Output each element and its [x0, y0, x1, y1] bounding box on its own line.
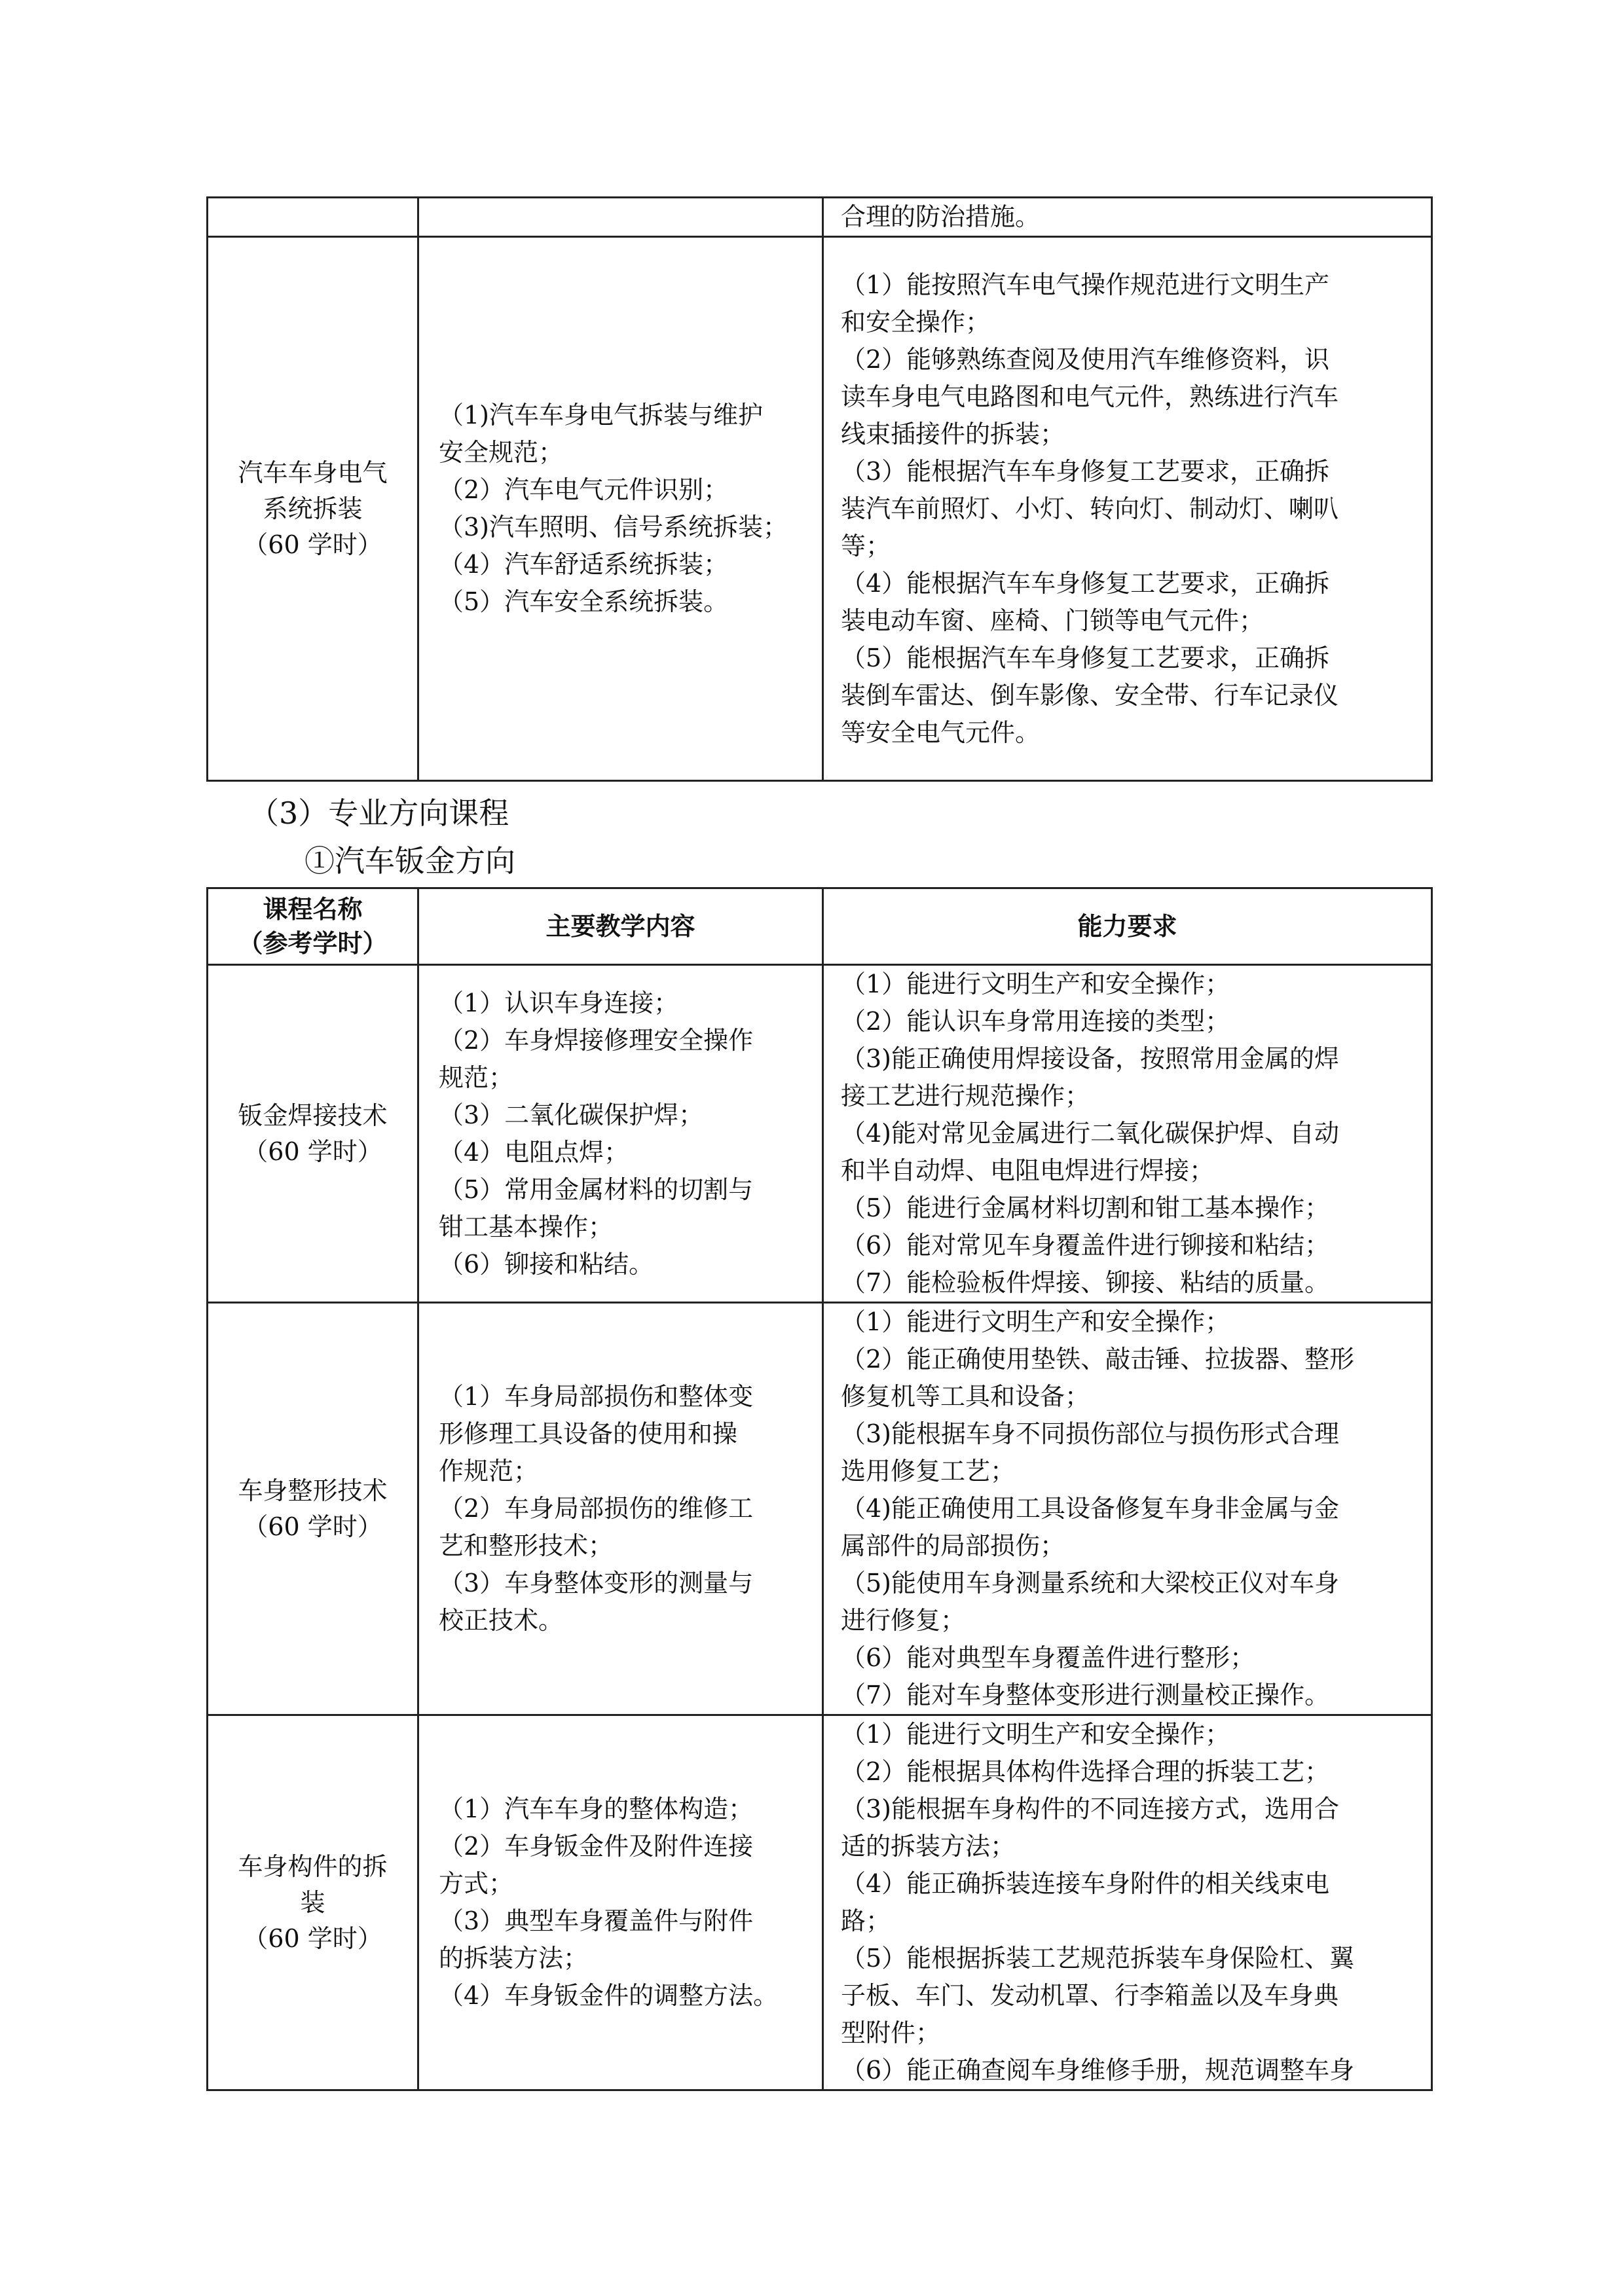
cell-text-line: （6）能对典型车身覆盖件进行整形；: [841, 1643, 1255, 1672]
cell-text-line: 修复机等工具和设备；: [841, 1382, 1090, 1411]
cell-text-line: （7）能对车身整体变形进行测量校正操作。: [841, 1681, 1330, 1709]
cell-text-line: （5）能根据拆装工艺规范拆装车身保险杠、翼: [841, 1944, 1355, 1973]
cell-text-line: （5）汽车安全系统拆装。: [439, 587, 729, 616]
cell-text-line: 接工艺进行规范操作；: [841, 1082, 1090, 1110]
cell-text-line: 车身整形技术: [238, 1476, 388, 1505]
course-ability-cell: [823, 237, 1432, 781]
table-row: [208, 965, 1432, 1303]
cell-text-line: （1）汽车车身的整体构造；: [439, 1795, 754, 1823]
cell-text-line: （6）能对常见车身覆盖件进行铆接和粘结；: [841, 1231, 1330, 1260]
course-ability-cell: [823, 1715, 1432, 2090]
course-content-cell: [418, 1303, 823, 1715]
course-name-cell: [208, 1303, 418, 1715]
cell-text-line: 装电动车窗、座椅、门锁等电气元件；: [841, 606, 1264, 635]
cell-text-line: （60 学时）: [243, 1923, 382, 1953]
cell-text-line: （3）能根据汽车车身修复工艺要求，正确拆: [841, 456, 1330, 486]
cell-text-line: （2）能认识车身常用连接的类型；: [841, 1007, 1230, 1036]
cell-text-line: （5）能根据汽车车身修复工艺要求，正确拆: [841, 643, 1330, 672]
cell-text-line: 线束插接件的拆装；: [841, 419, 1065, 448]
cell-text-line: （4）电阻点焊；: [439, 1137, 629, 1167]
cell-text-line: 适的拆装方法；: [841, 1832, 1016, 1861]
cell-text-line: （1）能进行文明生产和安全操作；: [841, 1720, 1230, 1749]
cell-text-line: 校正技术。: [439, 1606, 564, 1635]
cell-text-line: 等安全电气元件。: [841, 718, 1041, 747]
cell-text-line: （4）车身钣金件的调整方法。: [439, 1981, 779, 2010]
cell-text-line: （1）能按照汽车电气操作规范进行文明生产: [841, 270, 1330, 299]
cell-text-line: （60 学时）: [243, 1137, 382, 1166]
cell-text-line: （60 学时）: [243, 530, 382, 559]
table-row: [208, 1715, 1432, 2090]
header-course-name: [208, 888, 418, 965]
course-table-continued: [206, 196, 1433, 782]
cell-text-line: （1）认识车身连接；: [439, 988, 679, 1017]
table-row: [208, 198, 1432, 237]
cell-text-line: （2）车身局部损伤的维修工: [439, 1494, 754, 1523]
cell-text-line: 装倒车雷达、倒车影像、安全带、行车记录仪: [841, 680, 1339, 710]
course-ability-cell: [823, 965, 1432, 1303]
cell-text-line: （2）能根据具体构件选择合理的拆装工艺；: [841, 1757, 1330, 1786]
cell-text-line: （2）汽车电气元件识别；: [439, 475, 729, 504]
table-row: [208, 1303, 1432, 1715]
cell-text-line: （3）典型车身覆盖件与附件: [439, 1906, 754, 1935]
cell-text-line: 进行修复；: [841, 1606, 966, 1635]
section-heading: （3）专业方向课程: [249, 795, 509, 831]
table-row: [208, 237, 1432, 781]
cell-text-line: （4）汽车舒适系统拆装；: [439, 550, 729, 579]
cell-text-line: 和安全操作；: [841, 307, 991, 337]
course-name-cell: [208, 965, 418, 1303]
cell-text-line: 子板、车门、发动机罩、行李箱盖以及车身典: [841, 1981, 1339, 2010]
course-name-cell: [208, 198, 418, 237]
table-header-row: [208, 888, 1432, 965]
course-name-cell: [208, 1715, 418, 2090]
cell-text-line: （5)能使用车身测量系统和大梁校正仪对车身: [841, 1569, 1340, 1597]
course-content-cell: [418, 237, 823, 781]
cell-text-line: 系统拆装: [263, 494, 363, 523]
cell-text-line: （3)能根据车身不同损伤部位与损伤形式合理: [841, 1419, 1340, 1448]
cell-text-line: （4)能正确使用工具设备修复车身非金属与金: [841, 1494, 1340, 1523]
cell-text-line: （1）能进行文明生产和安全操作；: [841, 970, 1230, 998]
cell-text-line: 艺和整形技术；: [439, 1531, 614, 1560]
header-course-name-line2: （参考学时）: [238, 929, 388, 958]
cell-text-line: 规范；: [439, 1063, 514, 1092]
cell-text-line: （3)汽车照明、信号系统拆装；: [439, 513, 788, 541]
cell-text-line: （6）铆接和粘结。: [439, 1249, 654, 1279]
cell-text-line: 和半自动焊、电阻电焊进行焊接；: [841, 1156, 1215, 1185]
cell-text-line: （5）常用金属材料的切割与: [439, 1175, 754, 1204]
cell-text-line: （2）车身钣金件及附件连接: [439, 1832, 754, 1861]
cell-text-line: （6）能正确查阅车身维修手册，规范调整车身: [841, 2056, 1355, 2085]
cell-text-line: 属部件的局部损伤；: [841, 1531, 1065, 1560]
cell-text-line: 等；: [841, 531, 891, 560]
cell-text-line: 钣金焊接技术: [238, 1101, 388, 1130]
cell-text-line: （7）能检验板件焊接、铆接、粘结的质量。: [841, 1268, 1330, 1297]
cell-text-line: （4）能正确拆装连接车身附件的相关线束电: [841, 1869, 1330, 1898]
cell-text-line: 的拆装方法；: [439, 1944, 589, 1973]
course-table-sheet-metal: [206, 887, 1433, 2091]
cell-text-line: （2）车身焊接修理安全操作: [439, 1025, 754, 1055]
cell-text-line: （1）能进行文明生产和安全操作；: [841, 1307, 1230, 1336]
cell-text-line: （3)能正确使用焊接设备，按照常用金属的焊: [841, 1044, 1340, 1073]
cell-text-line: 选用修复工艺；: [841, 1457, 1016, 1485]
cell-text-line: （4）能根据汽车车身修复工艺要求，正确拆: [841, 568, 1330, 598]
cell-text-line: 合理的防治措施。: [841, 202, 1041, 231]
cell-text-line: 汽车车身电气: [238, 458, 388, 487]
cell-text-line: （5）能进行金属材料切割和钳工基本操作；: [841, 1194, 1330, 1222]
header-abilities: 能力要求: [823, 888, 1432, 965]
course-content-cell: [418, 1715, 823, 2090]
cell-text-line: 安全规范；: [439, 438, 564, 467]
cell-text-line: 形修理工具设备的使用和操: [439, 1419, 738, 1448]
cell-text-line: （2）能够熟练查阅及使用汽车维修资料，识: [841, 344, 1330, 374]
cell-text-line: 路；: [841, 1906, 891, 1935]
course-ability-cell: [823, 198, 1432, 237]
cell-text-line: （1）车身局部损伤和整体变: [439, 1382, 754, 1411]
cell-text-line: （4)能对常见金属进行二氧化碳保护焊、自动: [841, 1119, 1340, 1148]
cell-text-line: （3）二氧化碳保护焊；: [439, 1100, 704, 1129]
cell-text-line: 钳工基本操作；: [439, 1212, 614, 1241]
header-course-name-line1: 课程名称: [263, 895, 363, 924]
cell-text-line: 作规范；: [439, 1457, 539, 1485]
cell-text-line: 装: [300, 1887, 325, 1917]
course-content-cell: [418, 965, 823, 1303]
course-ability-cell: [823, 1303, 1432, 1715]
cell-text-line: 车身构件的拆: [238, 1851, 388, 1881]
cell-text-line: 读车身电气电路图和电气元件，熟练进行汽车: [841, 382, 1339, 411]
cell-text-line: 方式；: [439, 1869, 514, 1898]
cell-text-line: 装汽车前照灯、小灯、转向灯、制动灯、喇叭: [841, 494, 1339, 523]
cell-text-line: 型附件；: [841, 2018, 941, 2047]
cell-text-line: （1)汽车车身电气拆装与维护: [439, 401, 764, 429]
sub-heading: ①汽车钣金方向: [304, 843, 515, 879]
cell-text-line: （3）车身整体变形的测量与: [439, 1569, 754, 1597]
cell-text-line: （3)能根据车身构件的不同连接方式，选用合: [841, 1795, 1340, 1823]
cell-text-line: （60 学时）: [243, 1512, 382, 1541]
course-content-cell: [418, 198, 823, 237]
course-name-cell: [208, 237, 418, 781]
cell-text-line: （2）能正确使用垫铁、敲击锤、拉拔器、整形: [841, 1345, 1355, 1374]
header-content: 主要教学内容: [418, 888, 823, 965]
